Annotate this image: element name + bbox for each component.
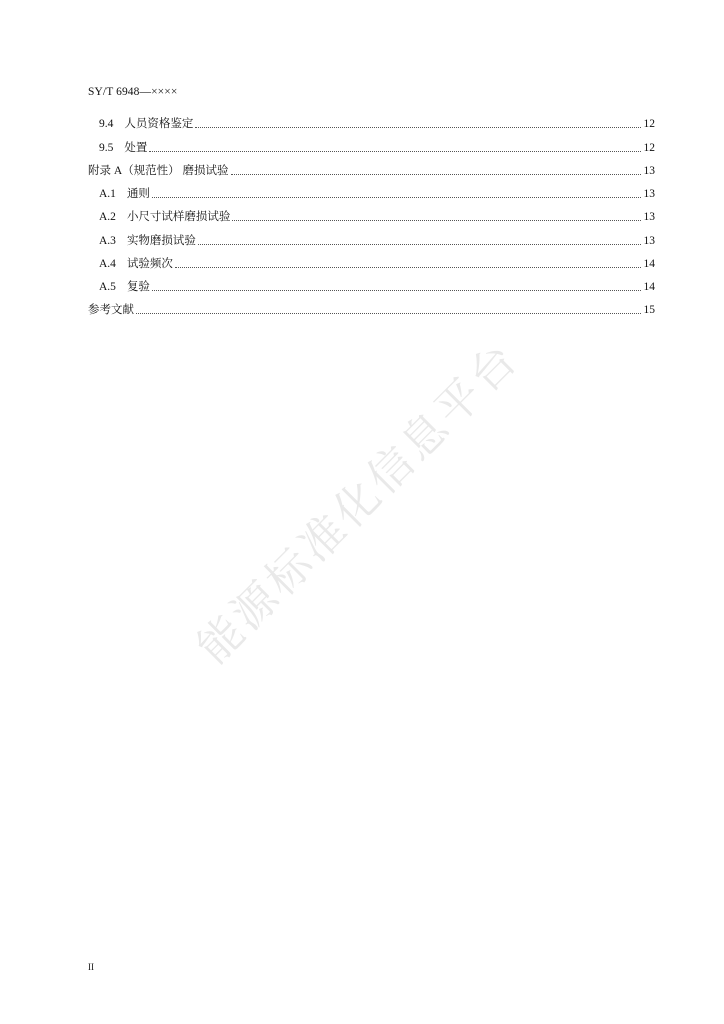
toc-entry-title: 处置 xyxy=(124,142,148,154)
toc-entry-title: （规范性） 磨损试验 xyxy=(122,165,229,177)
toc-entry-page: 13 xyxy=(643,165,655,177)
toc-entry-references[interactable] xyxy=(88,301,655,317)
toc-entry-appendix-a[interactable] xyxy=(88,162,655,178)
toc-entry-page: 15 xyxy=(643,304,655,316)
watermark-text: 能源标准化信息平台 xyxy=(187,332,530,674)
toc-entry-number: 9.4 xyxy=(99,118,114,130)
document-code-header: SY/T 6948—×××× xyxy=(88,86,178,98)
toc-entry-page: 12 xyxy=(643,118,655,130)
toc-entry-page: 13 xyxy=(643,211,655,223)
toc-entry-a-5[interactable] xyxy=(99,278,655,294)
toc-entry-number: 9.5 xyxy=(99,142,114,154)
toc-entry-title: 参考文献 xyxy=(88,304,134,316)
toc-entry-number: A.5 xyxy=(99,281,116,293)
toc-entry-title: 实物磨损试验 xyxy=(126,235,196,247)
toc-entry-page: 13 xyxy=(643,235,655,247)
dot-leader xyxy=(198,244,641,245)
dot-leader xyxy=(136,313,641,314)
page-number-footer: II xyxy=(88,962,94,972)
dot-leader xyxy=(231,174,641,175)
dot-leader xyxy=(195,127,641,128)
toc-entry-9-5[interactable] xyxy=(99,139,655,155)
toc-entry-title: 试验频次 xyxy=(126,258,173,270)
dot-leader xyxy=(175,267,641,268)
dot-leader xyxy=(232,220,641,221)
toc-entry-number: A.4 xyxy=(99,258,116,270)
toc-entry-a-3[interactable] xyxy=(99,232,655,248)
toc-entry-a-1[interactable] xyxy=(99,185,655,201)
toc-entry-page: 13 xyxy=(643,188,655,200)
toc-entry-page: 12 xyxy=(643,142,655,154)
dot-leader xyxy=(152,290,641,291)
toc-entry-number: 附录 A xyxy=(88,165,123,177)
toc-entry-number: A.1 xyxy=(99,188,116,200)
toc-entry-number: A.2 xyxy=(99,211,116,223)
dot-leader xyxy=(149,151,641,152)
toc-entry-9-4[interactable] xyxy=(99,115,655,131)
toc-entry-a-4[interactable] xyxy=(99,255,655,271)
toc-entry-title: 复验 xyxy=(126,281,150,293)
dot-leader xyxy=(152,197,641,198)
toc-entry-title: 通则 xyxy=(126,188,150,200)
toc-entry-page: 14 xyxy=(643,281,655,293)
toc-entry-a-2[interactable] xyxy=(99,208,655,224)
toc-entry-title: 人员资格鉴定 xyxy=(124,118,194,130)
toc-entry-number: A.3 xyxy=(99,235,116,247)
toc-entry-title: 小尺寸试样磨损试验 xyxy=(126,211,231,223)
toc-entry-page: 14 xyxy=(643,258,655,270)
